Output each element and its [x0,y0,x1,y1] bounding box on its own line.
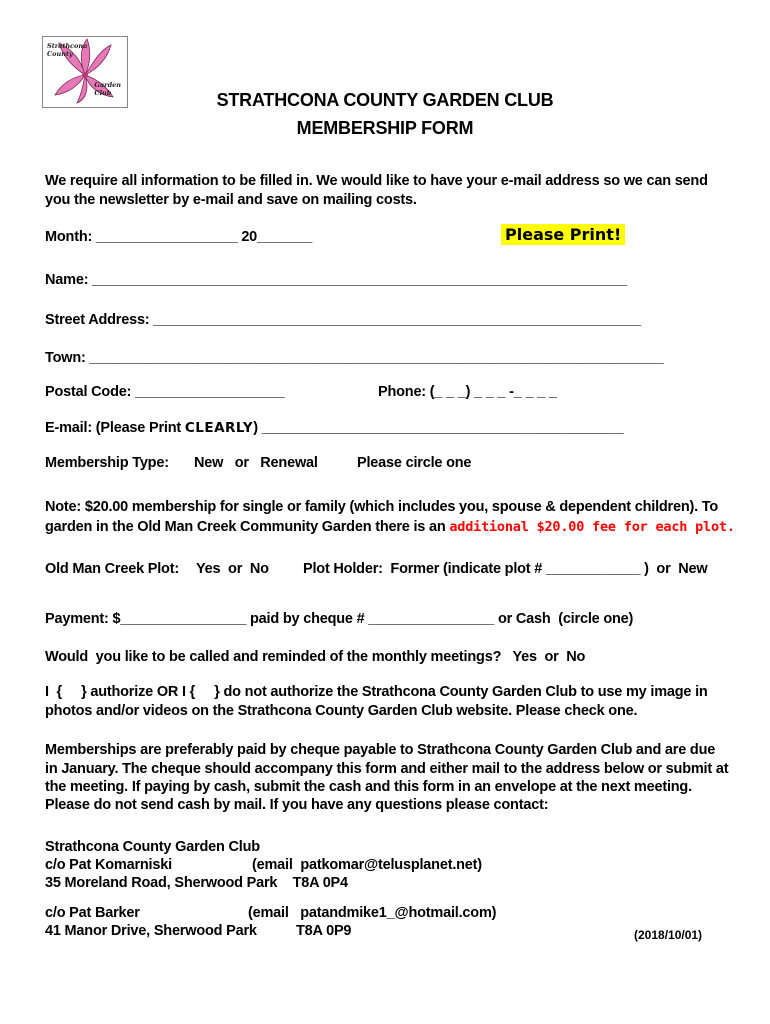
month-field[interactable]: Month: __________________ 20_______ [45,229,313,245]
form-title-line1: STRATHCONA COUNTY GARDEN CLUB [216,90,554,110]
contact2-name: c/o Pat Barker [45,905,140,921]
street-address-field[interactable]: Street Address: ______________________________________________________________ [45,312,641,328]
payment-info-line4: Please do not send cash by mail. If you have any questions please contact: [45,797,549,813]
membership-circle-note: Please circle one [357,455,472,471]
plot-yes-no[interactable]: Yes or No [196,561,269,577]
contact1-name: c/o Pat Komarniski [45,857,172,873]
intro-line2: you the newsletter by e-mail and save on mailing costs. [45,192,417,208]
form-title-line2: MEMBERSHIP FORM [296,118,474,138]
payment-field[interactable]: Payment: $________________ paid by cheque # ________________ or Cash (circle one) [45,611,634,627]
payment-info-line3: the meeting. If paying by cash, submit the cash and this form in an envelope at the next meeting. [45,779,692,795]
intro-line1: We require all information to be filled in. We would like to have your e-mail address so we can send [45,173,708,189]
note-line1: Note: $20.00 membership for single or family (which includes you, spouse & dependent children). To [45,499,719,515]
image-consent-line1[interactable]: I { } authorize OR I { } do not authorize the Strathcona County Garden Club to use my image in [45,684,708,700]
plot-holder-field[interactable]: Plot Holder: Former (indicate plot # ____________ ) or New [303,561,708,577]
logo-top-text: Strathcona County [47,42,88,58]
contact2-street: 41 Manor Drive, Sherwood Park [45,923,257,939]
contact1-email: (email patkomar@telusplanet.net) [252,857,482,873]
additional-fee-text: additional $20.00 fee for each plot. [449,519,735,535]
phone-field[interactable]: Phone: (_ _ _) _ _ _ -_ _ _ _ [378,384,557,400]
contact-org: Strathcona County Garden Club [45,839,260,855]
note-line2-text: garden in the Old Man Creek Community Garden there is an [45,519,450,535]
membership-type-label: Membership Type: [45,455,169,471]
payment-info-line2: in January. The cheque should accompany this form and either mail to the address below or submit at [45,761,729,777]
plot-label: Old Man Creek Plot: [45,561,179,577]
note-line2 [45,519,735,535]
email-prefix: E-mail: (Please Print [45,420,185,436]
email-field[interactable] [45,420,623,436]
payment-info-line1: Memberships are preferably paid by cheque payable to Strathcona County Garden Club and are due [45,742,716,758]
please-print-label: Please Print! [501,224,625,245]
reminder-question[interactable]: Would you like to be called and reminded of the monthly meetings? Yes or No [45,649,586,665]
contact1-address: 35 Moreland Road, Sherwood Park T8A 0P4 [45,875,348,891]
contact2-email: (email patandmike1_@hotmail.com) [248,905,497,921]
postal-code-field[interactable]: Postal Code: ___________________ [45,384,285,400]
contact2-postal: T8A 0P9 [296,923,352,939]
email-clearly: CLEARLY [184,420,254,436]
image-consent-line2: photos and/or videos on the Strathcona County Garden Club website. Please check one. [45,703,638,719]
membership-type-options[interactable]: New or Renewal [194,455,318,471]
name-field[interactable]: Name: ____________________________________________________________________ [45,272,627,288]
form-date-code: (2018/10/01) [634,928,703,942]
logo-bottom-text: Garden Club [94,81,121,97]
email-suffix: ) ______________________________________________ [253,420,624,436]
town-field[interactable]: Town: _________________________________________________________________________ [45,350,664,366]
